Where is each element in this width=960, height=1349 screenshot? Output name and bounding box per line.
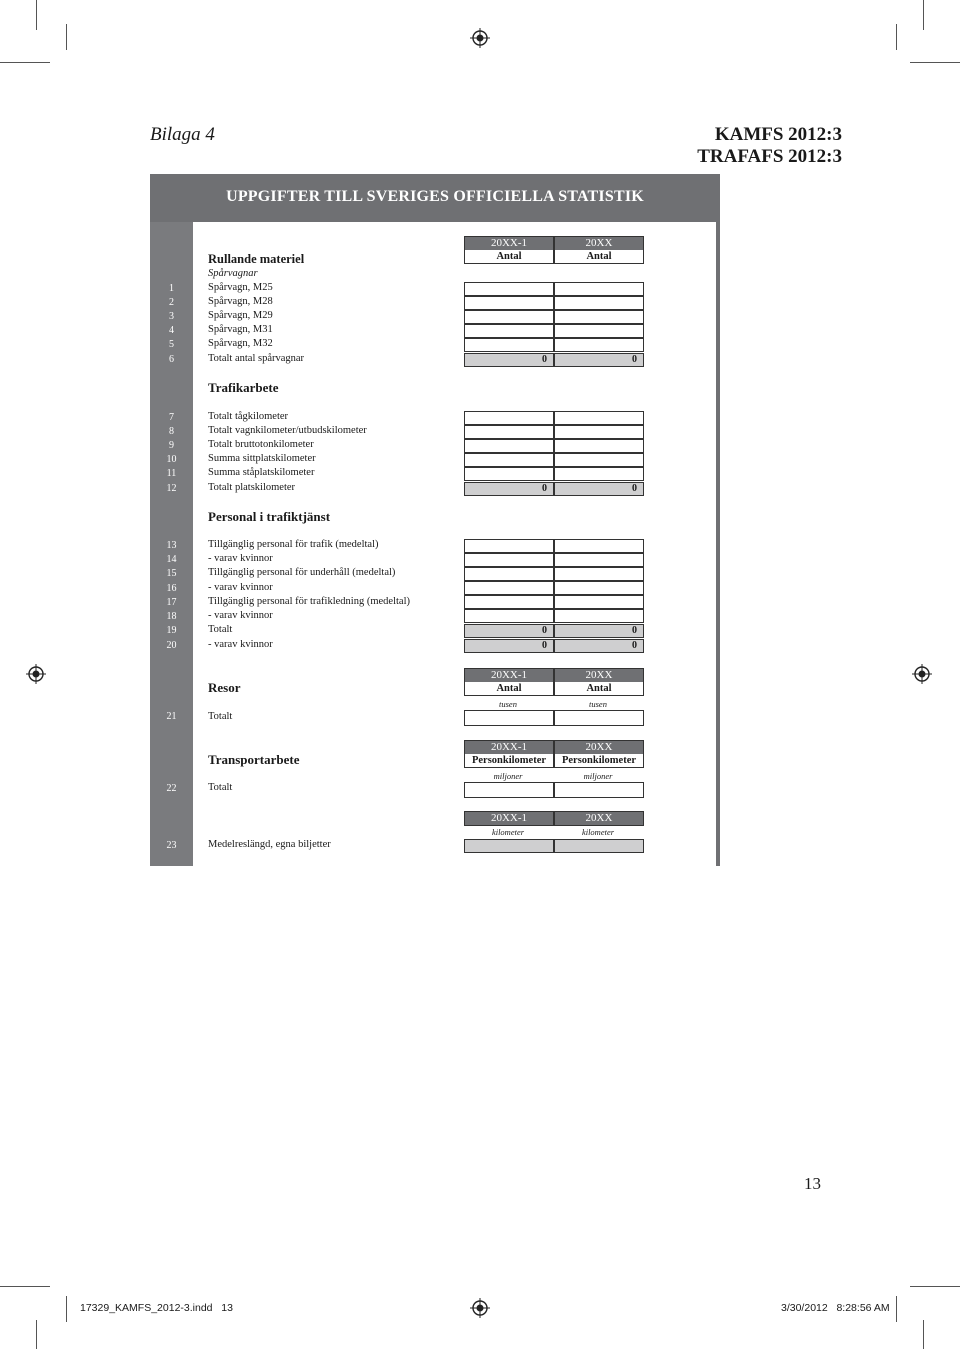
row-number: 7 [169,412,174,423]
input-cell[interactable] [554,338,644,352]
input-cell[interactable] [464,338,554,352]
input-cell[interactable] [554,710,644,726]
row-number: 23 [166,840,177,851]
section-title-rolling-stock: Rullande materiel [208,252,305,266]
input-cell[interactable] [464,296,554,310]
column-subheader-count: Antal [464,250,554,264]
total-cell [554,624,644,638]
input-cell[interactable] [464,710,554,726]
section-title-transport-work: Transportarbete [208,752,300,767]
page-number: 13 [804,1174,821,1193]
row-label: Medelreslängd, egna biljetter [208,839,331,850]
input-cell[interactable] [554,539,644,553]
column-header-prev-year: 20XX-1 [464,811,554,826]
form-title: UPPGIFTER TILL SVERIGES OFFICIELLA STATISTIK [226,188,644,205]
column-subheader-count: Antal [464,682,554,696]
total-value: 0 [542,640,547,651]
row-label: Totalt [208,711,233,722]
total-value: 0 [542,483,547,494]
input-cell[interactable] [554,282,644,296]
total-value: 0 [632,625,637,636]
section-title-trips: Resor [208,680,241,695]
crop-mark [36,0,37,30]
column-subheader-person-km: Personkilometer [554,754,644,768]
row-label: Totalt [208,624,233,635]
registration-mark-icon [470,28,490,48]
row-label: - varav kvinnor [208,639,273,650]
row-label: Summa ståplatskilometer [208,467,315,478]
row-label: - varav kvinnor [208,582,273,593]
row-label: Totalt tågkilometer [208,411,289,422]
row-label: - varav kvinnor [208,610,273,621]
column-header-curr-year: 20XX [554,668,644,683]
statistics-form [150,174,720,866]
column-header-curr-year: 20XX [554,236,644,251]
input-cell[interactable] [464,282,554,296]
input-cell[interactable] [464,453,554,467]
total-cell [464,624,554,638]
input-cell[interactable] [554,467,644,481]
input-cell[interactable] [554,609,644,623]
row-label: Totalt platskilometer [208,482,296,493]
row-label: Tillgänglig personal för underhåll (medeltal) [208,567,396,578]
total-value: 0 [632,483,637,494]
input-cell[interactable] [554,839,644,853]
column-subheader-person-km: Personkilometer [464,754,554,768]
row-number: 5 [169,339,174,350]
row-label: Spårvagn, M29 [208,310,273,321]
input-cell[interactable] [464,324,554,338]
row-number: 15 [166,568,177,579]
regulation-code-trafafs: TRAFAFS 2012:3 [697,146,842,167]
row-label: - varav kvinnor [208,553,273,564]
form-right-edge [716,222,720,866]
row-label: Tillgänglig personal för trafik (medeltal) [208,539,379,550]
column-header-prev-year: 20XX-1 [464,236,554,251]
row-number: 12 [166,483,177,494]
total-cell [464,353,554,367]
row-number: 16 [166,583,177,594]
crop-mark [0,62,50,63]
total-value: 0 [632,354,637,365]
input-cell[interactable] [554,324,644,338]
input-cell[interactable] [464,553,554,567]
row-label: Spårvagn, M28 [208,296,273,307]
row-label: Totalt [208,782,233,793]
total-value: 0 [542,625,547,636]
total-value: 0 [632,640,637,651]
input-cell[interactable] [464,539,554,553]
crop-mark [923,0,924,30]
total-cell [554,482,644,496]
appendix-label: Bilaga 4 [150,124,215,145]
section-title-staff: Personal i trafiktjänst [208,509,331,524]
regulation-codes [697,124,842,168]
form-title-bar [150,174,720,222]
unit-label: kilometer [491,827,525,837]
input-cell[interactable] [554,310,644,324]
input-cell[interactable] [554,782,644,798]
unit-label: kilometer [581,827,615,837]
input-cell[interactable] [554,296,644,310]
total-value: 0 [542,354,547,365]
row-number: 22 [166,783,177,794]
input-cell[interactable] [554,595,644,609]
input-cell[interactable] [464,439,554,453]
input-cell[interactable] [554,581,644,595]
row-label: Totalt vagnkilometer/utbudskilometer [208,425,367,436]
input-cell[interactable] [464,467,554,481]
input-cell[interactable] [464,310,554,324]
input-cell[interactable] [464,782,554,798]
row-label: Totalt antal spårvagnar [208,353,305,364]
row-number: 10 [166,454,177,465]
unit-label: miljoner [583,771,613,781]
input-cell[interactable] [464,609,554,623]
row-number: 1 [169,283,174,294]
regulation-code-kamfs: KAMFS 2012:3 [714,124,842,145]
row-number: 2 [169,297,174,308]
row-label: Spårvagn, M32 [208,338,273,349]
input-cell[interactable] [464,425,554,439]
row-number: 9 [169,440,174,451]
input-cell[interactable] [464,581,554,595]
section-title-traffic-work: Trafikarbete [208,380,279,395]
row-label: Spårvagn, M31 [208,324,273,335]
crop-mark [0,1286,50,1287]
column-header-curr-year: 20XX [554,740,644,755]
crop-mark [923,1320,924,1349]
crop-mark [896,1296,897,1322]
input-cell[interactable] [554,453,644,467]
input-cell[interactable] [464,411,554,425]
crop-mark [36,1320,37,1349]
row-number: 20 [166,640,177,651]
crop-mark [910,1286,960,1287]
input-cell[interactable] [554,567,644,581]
row-number: 11 [166,468,177,479]
crop-mark [66,24,67,50]
row-number: 4 [169,325,174,336]
row-number: 3 [169,311,174,322]
column-header-prev-year: 20XX-1 [464,740,554,755]
input-cell[interactable] [554,553,644,567]
column-subheader-count: Antal [554,682,644,696]
row-number: 17 [166,597,177,608]
total-cell [464,482,554,496]
row-number: 18 [166,611,177,622]
input-cell[interactable] [554,411,644,425]
unit-label: tusen [589,699,607,709]
row-label: Totalt bruttotonkilometer [208,439,314,450]
unit-label: miljoner [493,771,523,781]
registration-mark-icon [26,664,46,684]
input-cell[interactable] [554,439,644,453]
crop-mark [896,24,897,50]
input-cell[interactable] [464,595,554,609]
column-header-prev-year: 20XX-1 [464,668,554,683]
total-cell [554,639,644,653]
registration-mark-icon [912,664,932,684]
row-number: 13 [166,540,177,551]
row-number: 19 [166,625,177,636]
footer-file-info: 17329_KAMFS_2012-3.indd 13 [80,1302,233,1314]
row-number: 14 [166,554,177,565]
row-label: Spårvagn, M25 [208,282,273,293]
input-cell[interactable] [464,567,554,581]
row-label: Summa sittplatskilometer [208,453,316,464]
row-number: 21 [166,711,177,722]
unit-label: tusen [499,699,517,709]
row-number: 6 [169,354,174,365]
row-label: Tillgänglig personal för trafikledning (medeltal) [208,596,410,607]
total-cell [464,639,554,653]
input-cell[interactable] [464,839,554,853]
crop-mark [66,1296,67,1322]
subsection-trams: Spårvagnar [208,268,258,279]
column-subheader-count: Antal [554,250,644,264]
total-cell [554,353,644,367]
footer-date-info: 3/30/2012 8:28:56 AM [781,1302,890,1314]
registration-mark-icon [470,1298,490,1318]
crop-mark [910,62,960,63]
column-header-curr-year: 20XX [554,811,644,826]
row-number: 8 [169,426,174,437]
input-cell[interactable] [554,425,644,439]
